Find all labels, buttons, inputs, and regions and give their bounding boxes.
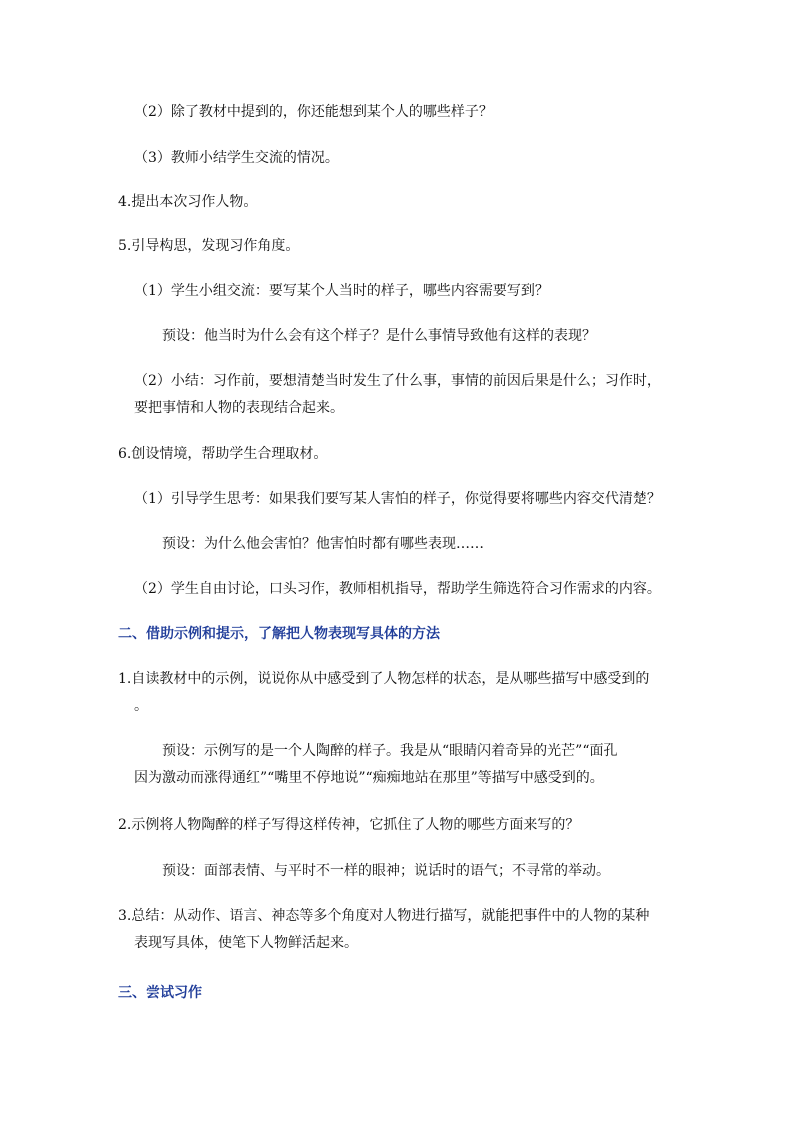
list-item: 预设：示例写的是一个人陶醉的样子。我是从“眼睛闪着奇异的光芒”“面孔 bbox=[162, 743, 618, 759]
list-item: （3）教师小结学生交流的情况。 bbox=[134, 150, 339, 166]
section-heading: 三、尝试习作 bbox=[118, 985, 202, 1001]
list-item: 要把事情和人物的表现结合起来。 bbox=[134, 400, 344, 416]
list-item: 6.创设情境，帮助学生合理取材。 bbox=[118, 446, 328, 462]
list-item: 因为激动而涨得通红”“嘴里不停地说”“痴痴地站在那里”等描写中感受到的。 bbox=[134, 770, 604, 786]
list-item: （2）小结：习作前，要想清楚当时发生了什么事，事情的前因后果是什么；习作时， bbox=[134, 373, 661, 389]
list-item: （2）除了教材中提到的，你还能想到某个人的哪些样子？ bbox=[134, 104, 493, 120]
list-item: 2.示例将人物陶醉的样子写得这样传神，它抓住了人物的哪些方面来写的？ bbox=[118, 817, 580, 833]
list-item: （2）学生自由讨论，口头习作，教师相机指导，帮助学生筛选符合习作需求的内容。 bbox=[134, 581, 661, 597]
list-item: 3.总结：从动作、语言、神态等多个角度对人物进行描写，就能把事件中的人物的某种 bbox=[118, 908, 650, 924]
list-item: 预设：他当时为什么会有这个样子？是什么事情导致他有这样的表现？ bbox=[162, 328, 596, 344]
list-item: 预设：为什么他会害怕？他害怕时都有哪些表现…… bbox=[162, 536, 484, 552]
list-item: 5.引导构思，发现习作角度。 bbox=[118, 238, 300, 254]
section-heading: 二、借助示例和提示，了解把人物表现写具体的方法 bbox=[118, 626, 440, 642]
list-item: 。 bbox=[134, 698, 148, 714]
list-item: 预设：面部表情、与平时不一样的眼神；说话时的语气；不寻常的举动。 bbox=[162, 863, 610, 879]
list-item: （1）学生小组交流：要写某个人当时的样子，哪些内容需要写到？ bbox=[134, 283, 549, 299]
list-item: 1.自读教材中的示例，说说你从中感受到了人物怎样的状态，是从哪些描写中感受到的 bbox=[118, 671, 650, 687]
list-item: 4.提出本次习作人物。 bbox=[118, 194, 258, 210]
list-item: （1）引导学生思考：如果我们要写某人害怕的样子，你觉得要将哪些内容交代清楚？ bbox=[134, 491, 661, 507]
list-item: 表现写具体，使笔下人物鲜活起来。 bbox=[134, 935, 358, 951]
